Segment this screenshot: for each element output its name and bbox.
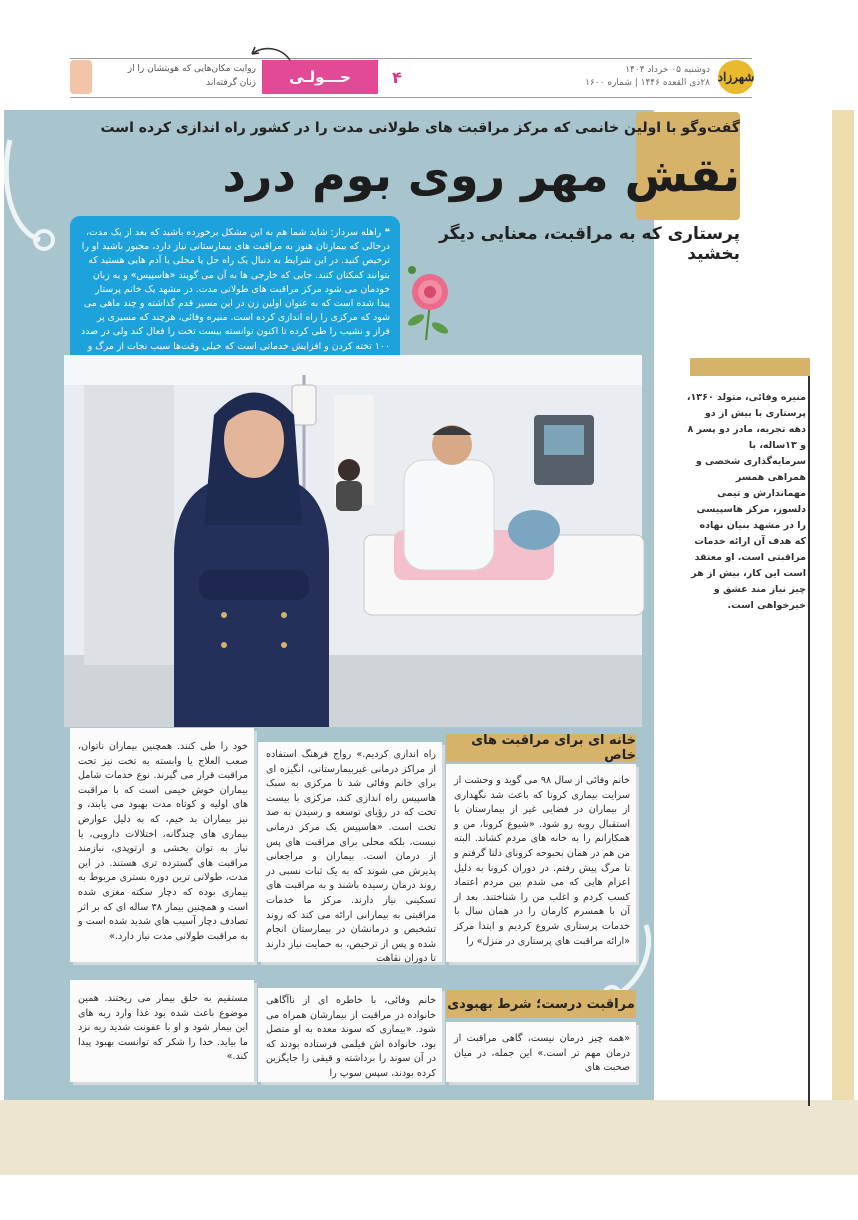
hospital-photo xyxy=(64,355,642,727)
stethoscope-icon xyxy=(0,140,60,260)
section-teaser: روایت مکان‌هایی که هویتشان را از زنان گرفته‌اند xyxy=(127,64,256,88)
date-line-1: دوشنبه ۰۵ خرداد ۱۴۰۴ xyxy=(625,65,710,75)
page-number: ۴ xyxy=(392,68,402,87)
section2-heading: مراقبت درست؛ شرط بهبودی xyxy=(446,990,636,1018)
section2-col3-text: مستقیم به حلق بیمار می ریختند. همین موضوع باعث شده بود غذا وارد ریه های این بیمار شود و او با عفونت شدید ریه نزد ما بیاید. خدا را شکر که توانست بهبود پیدا کند.» xyxy=(78,993,248,1063)
article-lead xyxy=(70,216,400,374)
page-edge-strip xyxy=(832,110,854,1110)
section2-col1-text: «همه چیز درمان نیست، گاهی مراقبت از درمان مهم تر است.» این جمله، در میان صحبت های xyxy=(454,1033,630,1074)
curved-arrow-icon xyxy=(240,42,300,64)
section2-col2-text: خانم وفائی، با خاطره ای از ناآگاهی خانواده در مراقبت از بیمارشان همراه می شود. «بیماری که سوند معده به او متصل بود، خانواده اش فیلمی فرستاده بودند که در آن سوند را برداشته و قیفی را جایگزین کرده بودند، سپس سوپ را xyxy=(266,995,436,1079)
footer-band xyxy=(0,1100,858,1175)
article-title: نقش مهر روی بوم درد xyxy=(222,148,740,202)
lead-text: راهله سردار: شاید شما هم به این مشکل برخورده باشید که بعد از یک مدت، درحالی که بیمارتان هنوز به مراقبت های بیمارستانی نیاز دارد، مجبور باشید او را ترخیص کنید. در این شرایط به دنبال یک راه حل یا محلی یا آدم هایی هستید که بتوانند کمکتان کنند. جایی که خارجی ها به آن می گویند «هاسپیس» و به زبان خودمان می شود مرکز مراقبت های طولانی مدت. در مشهد یک خانم پرستار پیدا شده است که به عنوان اولین زن در این مسیر قدم گذاشته و چند ماهی می شود که مرکزی را راه اندازی کرده است. منیره وفائی، هرچند که مسیری پر فراز و نشیب را طی کرده تا اکنون توانسته بیست تخت را فعال کند ولی در صدد ۱۰۰ تخته کردن و افزایش خدماتی است که خیلی وقت‌ها سبب نجات از مرگ و xyxy=(81,227,390,352)
bio-divider xyxy=(808,376,810,1106)
section-tab: حـــولـی xyxy=(262,60,378,94)
section1-col3-text: خود را طی کنند. همچنین بیماران ناتوان، صعب العلاج یا وابسته به تخت نیز تحت مراقبت قرار می گیرند. نوع خدمات شامل بیماران خوش خیمی است که با مراقبت های اولیه و کوتاه مدت بهبود می یابند، و نیز بیماران بد خیم، که به دلیل عوارض بیماری های چندگانه، اختلالات دارویی، یا نیاز به توان بخشی و ارتوپدی، نیازمند مراقبت های گسترده تری هستند. در این مدت، طولانی ترین دوره بستری مربوط به بیماری بوده که دچار سکته مغزی شده است و همچنین بیمار ۳۸ ساله ای که بر اثر تصادف دچار آسیب های شدید شده است و به مراقبت طولانی مدت نیاز دارد.» xyxy=(78,741,248,942)
section1-col1-text: خانم وفائی از سال ۹۸ می گوید و وحشت از سرایت بیماری کرونا که باعث شد نگهداری از بیماران در فضایی غیر از بیمارستان با استقبال روبه رو شود. «شیوع کرونا، من و همکارانم را به خانه های مردم کشاند. البته من هم در همان بحبوحه کرونای دلتا گرفتم و تا مرگ پیش رفتم. در دوران کرونا به دلیل اعزام هایی که می شدم بین مردم اعتماد کسب کردم و اغلب من را شناختند. بعد از آن با همسرم کارمان را در همان سال با خدمات پرستاری شروع کردیم و ابتدا مرکز «ارائه مراقبت های پرستاری در منزل» را xyxy=(454,775,630,947)
decorative-logo-icon xyxy=(70,60,92,94)
section1-col2-text: راه اندازی کردیم.» رواج فرهنگ استفاده از مراکز درمانی غیربیمارستانی، انگیزه ای برای خانم وفائی شد تا مرکزی به سبک هاسپیس راه اندازی کند، مرکزی با بیست تخت که در رؤیای توسعه و رسیدن به صد تخت است. «هاسپیس یک مرکز درمانی نیست، بلکه محلی برای مراقبت های پس از درمان است. بیماران و مراجعانی پذیرش می شوند که به یک ثبات نسبی در روند درمان رسیده باشند و به مراقبت های تسکینی نیاز دارند. مرکز ما خدمات مراقبتی به بیمارانی ارائه می کند که روند تشخیص و درمانشان در بیمارستان انجام شده و پس از ترخیص، به حمایت نیاز دارند تا دوران نقاهت xyxy=(266,749,436,965)
section1-heading: خانه ای برای مراقبت های خاص xyxy=(446,734,636,762)
photo-illustration xyxy=(64,355,642,727)
bio-bar xyxy=(690,358,810,376)
article-kicker: گفت‌و‌گو با اولین خانمی که مرکز مراقبت های طولانی مدت را در کشور راه اندازی کرده است xyxy=(100,120,740,136)
date-line-2: ۲۸ذی القعده ۱۴۴۶ | شماره ۱۶۰۰ xyxy=(585,78,710,88)
publication-logo: شهرزاد xyxy=(718,60,754,94)
issue-date xyxy=(510,64,710,94)
flower-icon xyxy=(402,262,458,342)
article-subtitle: پرستاری که به مراقبت، معنایی دیگر بخشید xyxy=(439,224,740,264)
quote-icon: ❝ xyxy=(381,227,390,238)
bio-text: منیره وفائی، متولد ۱۳۶۰، پرستاری با بیش از دو دهه تجربه، مادر دو پسر ۸ و ۱۳ساله، با سرمایه‌گذاری شخصی و همراهی همسر مهماندارش و تیمی دلسوز، مرکز هاسپیسی را در مشهد بنیان نهاده که هدف آن ارائه خدمات مراقبتی است. او معتقد است این کار، بیش از هر چیز نیاز مند عشق و خیرخواهی است. xyxy=(686,392,806,611)
